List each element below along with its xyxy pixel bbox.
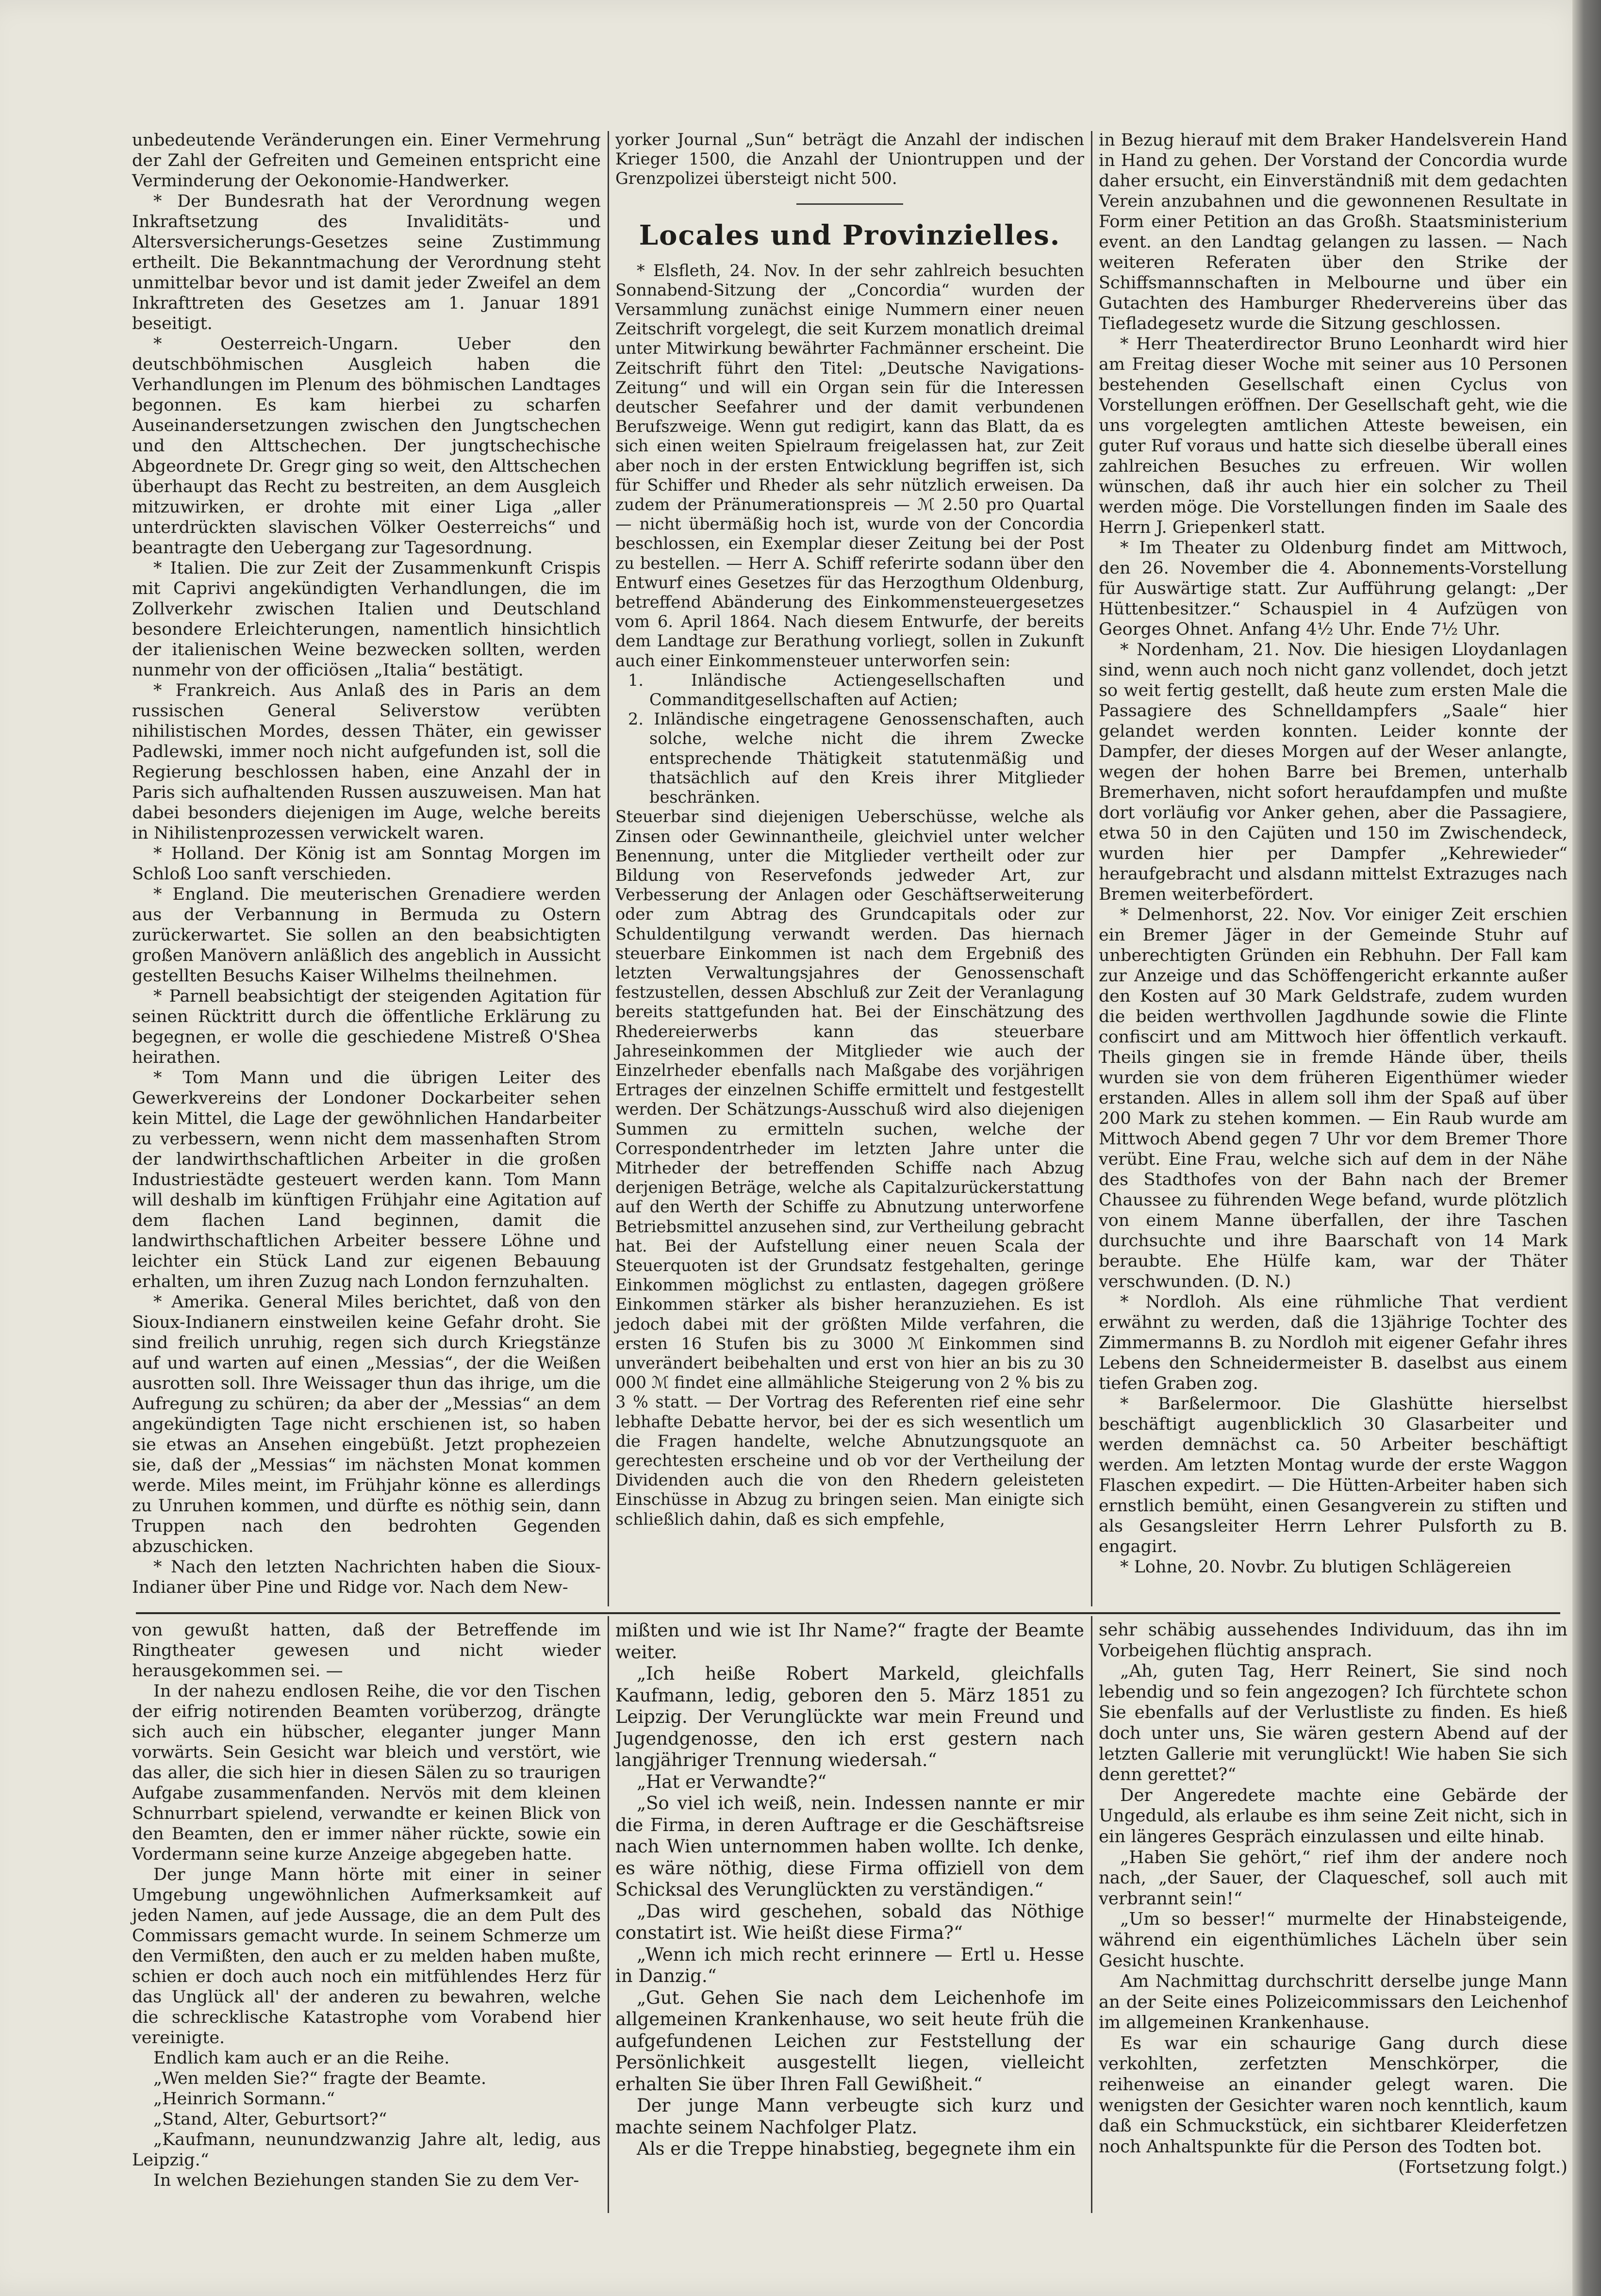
- article-text: * Oesterreich-Ungarn. Ueber den deutschböhmischen Ausgleich haben die Verhandlungen im Plenum des böhmischen Landtages begonnen. Es kam hierbei zu scharfen Auseinandersetzungen zwischen den Jungtschechen und den Alttschechen. Der jungtschechische Abgeordnete Dr. Gregr ging so weit, den Alttschechen überhaupt das Recht zu bestreiten, an dem Ausgleich mitzuwirken, er drohte mit einer Liga „aller unterdrückten slavischen Völker Oesterreichs“ und beantragte den Uebergang zur Tagesordnung.: [132, 334, 601, 558]
- column-divider: [608, 1616, 609, 2213]
- article-text: * Herr Theaterdirector Bruno Leonhardt wird hier am Freitag dieser Woche mit seiner aus 10 Personen bestehenden Gesellschaft einen Cyclus von Vorstellungen eröffnen. Der Gesellschaft geht, wie die uns vorgelegten amtlichen Atteste beweisen, ein guter Ruf voraus und hatte sich dieselbe überall eines zahlreichen Besuches zu erfreuen. Wir wollen wünschen, daß ihr auch hier ein solcher zu Theil werden möge. Die Vorstellungen finden im Saale des Herrn J. Griepenkerl statt.: [1099, 334, 1568, 537]
- story-text: Endlich kam auch er an die Reihe.: [153, 2048, 450, 2068]
- story-text: „Hat er Verwandte?“: [637, 1771, 827, 1792]
- story-text: sehr schäbig aussehendes Individuum, das ihn im Vorbeigehen flüchtig ansprach.: [1099, 1620, 1568, 1661]
- article-text: * Frankreich. Aus Anlaß des in Paris an dem russischen General Seliverstow verübten nihilistischen Mordes, dessen Thäter, ein gewisser Padlewski, immer noch nicht aufgefunden ist, soll die Regierung beschlossen haben, eine Anzahl der in Paris sich aufhaltenden Russen auszuweisen. Man hat dabei besonders diejenigen im Auge, welche bereits in Nihilistenprozessen verwickelt waren.: [132, 681, 601, 843]
- list-item: 2. Inländische eingetragene Genossenschaften, auch solche, welche nicht die ihrem Zwecke entsprechende Thätigkeit statutenmäßig und thatsächlich auf den Kreis ihrer Mitglieder beschränken.: [628, 710, 1084, 807]
- book-binding: [1572, 0, 1601, 2296]
- story-text: Der Angeredete machte eine Gebärde der Ungeduld, als erlaube es ihm seine Zeit nicht, sich in ein längeres Gespräch einzulassen und eilte hinab.: [1099, 1785, 1568, 1847]
- article-text: unbedeutende Veränderungen ein. Einer Vermehrung der Zahl der Gefreiten und Gemeinen entspricht eine Verminderung der Oekonomie-Handwerker.: [132, 131, 601, 191]
- story-text: „So viel ich weiß, nein. Indessen nannte er mir die Firma, in deren Auftrage er die Geschäftsreise nach Wien unternommen haben wollte. Ich denke, es wäre nöthig, diese Firma offiziell von dem Schicksal des Verunglückten zu verständigen.“: [615, 1793, 1084, 1900]
- article-text: * Nach den letzten Nachrichten haben die Sioux-Indianer über Pine und Ridge vor. Nach dem New-: [132, 1557, 601, 1597]
- feuilleton-divider: [136, 1612, 1560, 1614]
- article-text: * Parnell beabsichtigt der steigenden Agitation für seinen Rücktritt durch die öffentliche Erklärung zu begegnen, er wolle die geschiedene Mistreß O'Shea heirathen.: [132, 987, 601, 1067]
- numbered-list: [615, 671, 1084, 807]
- article-text: * Im Theater zu Oldenburg findet am Mittwoch, den 26. November die 4. Abonnements-Vorstellung für Auswärtige statt. Zur Aufführung gelangt: „Der Hüttenbesitzer.“ Schauspiel in 4 Aufzügen von Georges Ohnet. Anfang 4½ Uhr. Ende 7½ Uhr.: [1099, 538, 1568, 639]
- article-text: * Barßelermoor. Die Glashütte hierselbst beschäftigt augenblicklich 30 Glasarbeiter und werden demnächst ca. 50 Arbeiter beschäftigt werden. Am letzten Montag wurde der erste Waggon Flaschen expedirt. — Die Hütten-Arbeiter haben sich ernstlich bemüht, einen Gesangverein zu stiften und als Gesangsleiter Herrn Lehrer Pulsforth zu B. engagirt.: [1099, 1394, 1568, 1556]
- article-text: * England. Die meuterischen Grenadiere werden aus der Verbannung in Bermuda zu Ostern zurückerwartet. Sie sollen an den beabsichtigten großen Manövern anläßlich des angeblich in Aussicht gestellten Besuchs Kaiser Wilhelms theilnehmen.: [132, 885, 601, 986]
- story-text: „Ich heiße Robert Markeld, gleichfalls Kaufmann, ledig, geboren den 5. März 1851 zu Leipzig. Der Verunglückte war mein Freund und Jugendgenosse, den ich erst gestern nach langjähriger Trennung wiedersah.“: [615, 1663, 1084, 1770]
- story-text: „Das wird geschehen, sobald das Nöthige constatirt ist. Wie heißt diese Firma?“: [615, 1900, 1084, 1943]
- story-text: „Haben Sie gehört,“ rief ihm der andere noch nach, „der Sauer, der Claqueschef, soll auch mit verbrannt sein!“: [1099, 1847, 1568, 1909]
- story-text: „Um so besser!“ murmelte der Hinabsteigende, während ein eigenthümliches Lächeln über sein Gesicht huschte.: [1099, 1909, 1568, 1971]
- story-text: „Wenn ich mich recht erinnere — Ertl u. Hesse in Danzig.“: [615, 1944, 1084, 1986]
- article-text: * Amerika. General Miles berichtet, daß von den Sioux-Indianern einstweilen keine Gefahr droht. Sie sind freilich unruhig, regen sich durch Kriegstänze auf und warten auf einen „Messias“, der die Weißen ausrotten soll. Ihre Weissager thun das ihrige, um die Aufregung zu schüren; da aber der „Messias“ an dem angekündigten Tage nicht erschienen ist, so haben sie etwas an Ansehen eingebüßt. Jetzt prophezeien sie, daß der „Messias“ im nächsten Monat kommen werde. Miles meint, im Frühjahr könne es allerdings zu Unruhen kommen, und dürfte es nöthig sein, dann Truppen nach den bedrohten Gegenden abzuschicken.: [132, 1292, 601, 1556]
- feuilleton-column-1: [132, 1620, 601, 2191]
- story-text: „Wen melden Sie?“ fragte der Beamte.: [153, 2069, 487, 2088]
- story-text: In der nahezu endlosen Reihe, die vor den Tischen der eifrig notirenden Beamten vorüberzog, drängte sich auch ein hübscher, eleganter junger Mann vorwärts. Sein Gesicht war bleich und verstört, wie das aller, die sich hier in diesen Sälen zu so traurigen Aufgabe zusammenfanden. Nervös mit dem kleinen Schnurrbart spielend, verwandte er keinen Blick von den Beamten, den er immer näher rückte, sowie ein Vordermann seine kurze Anzeige abgegeben hatte.: [132, 1682, 601, 1864]
- column-divider: [1091, 1616, 1092, 2213]
- article-text: yorker Journal „Sun“ beträgt die Anzahl der indischen Krieger 1500, die Anzahl der Uniontruppen und der Grenzpolizei übersteigt nicht 500.: [615, 130, 1084, 188]
- article-text: Steuerbar sind diejenigen Ueberschüsse, welche als Zinsen oder Gewinnantheile, gleichviel unter welcher Benennung, unter die Mitglieder vertheilt oder zur Bildung von Reservefonds jedweder Art, zur Verbesserung der Anlagen oder Geschäftserweiterung oder zum Abtrag des Grundcapitals oder zur Schuldentilgung verwandt werden. Das hiernach steuerbare Einkommen ist nach dem Ergebniß des letzten Verwaltungsjahres der Genossenschaft festzustellen, dessen Abschluß zur Zeit der Veranlagung bereits stattgefunden hat. Bei der Einschätzung des Rhedereierwerbs kann das steuerbare Jahreseinkommen der Mitglieder wie auch der Einzelrheder ebenfalls nach Maßgabe des vorjährigen Ertrages der einzelnen Schiffe ermittelt und festgestellt werden. Der Schätzungs-Ausschuß wird also diejenigen Summen zu ermitteln suchen, welche der Correspondentrheder im letzten Jahre unter die Mitrheder der betreffenden Schiffe nach Abzug derjenigen Beträge, welche als Capitalzurückerstattung auf den Werth der Schiffe zu Abnutzung unterworfene Betriebsmittel anzusehen sind, zur Vertheilung gebracht hat. Bei der Aufstellung einer neuen Scala der Steuerquoten ist der Grundsatz festgehalten, geringe Einkommen möglichst zu entlasten, dagegen größere Einkommen stärker als bisher heranzuziehen. Es ist jedoch dabei mit der größten Milde verfahren, die ersten 16 Stufen bis zu 3000 ℳ Einkommen sind unverändert beibehalten und erst von hier an bis zu 30 000 ℳ findet eine allmähliche Steigerung von 2 % bis zu 3 % statt. — Der Vortrag des Referenten rief eine sehr lebhafte Debatte hervor, bei der es sich wesentlich um die Fragen handelte, welche Abnutzungsquote an gerechtesten erscheine und ob vor der Vertheilung der Dividenden auch die von den Rhedern geleisteten Einschüsse in Abzug zu bringen seien. Man einigte sich schließlich dahin, daß es sich empfehle,: [615, 807, 1084, 1529]
- story-text: Als er die Treppe hinabstieg, begegnete ihm ein: [637, 2138, 1076, 2159]
- continuation-note: (Fortsetzung folgt.): [1398, 2157, 1568, 2178]
- article-text: * Nordenham, 21. Nov. Die hiesigen Lloydanlagen sind, wenn auch noch nicht ganz vollendet, doch jetzt so weit fertig gestellt, daß heute zum ersten Male die Passagiere des Schnelldampfers „Saale“ hier gelandet werden konnten. Leider konnte der Dampfer, der dieses Morgen auf der Weser anlangte, wegen der hohen Barre bei Bremen, unterhalb Bremerhaven, nicht sofort heraufdampfen und mußte dort vorläufig vor Anker gehen, aber die Passagiere, etwa 50 in den Cajüten und 150 im Zwischendeck, wurden hier per Dampfer „Kehrewieder“ heraufgebracht und alsdann mittelst Extrazuges nach Bremen weiterbefördert.: [1099, 640, 1568, 904]
- article-text: * Delmenhorst, 22. Nov. Vor einiger Zeit erschien ein Bremer Jäger in der Gemeinde Stuhr auf unberechtigten Gründen ein Rebhuhn. Der Fall kam zur Anzeige und das Schöffengericht erkannte außer den Kosten auf 30 Mark Geldstrafe, zudem wurden die beiden werthvollen Jagdhunde sowie die Flinte confiscirt und am Mittwoch hier öffentlich verkauft. Theils gingen sie in fremde Hände über, theils wurden sie von dem früheren Eigenthümer wieder erstanden. Alles in allem soll ihm der Spaß auf über 200 Mark zu stehen kommen. — Ein Raub wurde am Mittwoch Abend gegen 7 Uhr vor dem Bremer Thore verübt. Eine Frau, welche sich auf dem in der Nähe des Stadthofes von der Bahn nach der Bremer Chaussee zu führenden Wege befand, wurde plötzlich von einem Manne überfallen, der ihre Taschen durchsuchte und ihre Baarschaft von 14 Mark beraubte. Ehe Hülfe kam, war der Thäter verschwunden. (D. N.): [1099, 905, 1568, 1291]
- story-text: Der junge Mann verbeugte sich kurz und machte seinem Nachfolger Platz.: [615, 2095, 1084, 2138]
- feuilleton-column-3: [1099, 1620, 1568, 2178]
- article-text: in Bezug hierauf mit dem Braker Handelsverein Hand in Hand zu gehen. Der Vorstand der Concordia wurde daher ersucht, ein Einverständniß mit dem gedachten Verein anzubahnen und die gewonnenen Resultate in Form einer Petition an das Großh. Staatsministerium event. an den Landtag gelangen zu lassen. — Nach weiteren Referaten über den Strike der Schiffsmannschaften in Melbourne und über ein Gutachten des Hamburger Rhedervereins über das Tiefladegesetz wurde die Sitzung geschlossen.: [1099, 131, 1568, 333]
- story-text: mißten und wie ist Ihr Name?“ fragte der Beamte weiter.: [615, 1620, 1084, 1663]
- column-2: [615, 130, 1084, 1529]
- article-text: * Italien. Die zur Zeit der Zusammenkunft Crispis mit Caprivi angekündigten Verhandlungen, die im Zollverkehr zwischen Italien und Deutschland besondere Erleichterungen, namentlich hinsichtlich der italienischen Weine bezwecken sollten, werden nunmehr von der officiösen „Italia“ bestätigt.: [132, 559, 601, 680]
- story-text: „Ah, guten Tag, Herr Reinert, Sie sind noch lebendig und so fein angezogen? Ich fürchtete schon Sie ebenfalls auf der Verlustliste zu finden. Es hieß doch unter uns, Sie wären gestern Abend auf der letzten Gallerie mit verunglückt! Wie haben Sie sich denn gerettet?“: [1099, 1661, 1568, 1785]
- article-text: * Tom Mann und die übrigen Leiter des Gewerkvereins der Londoner Dockarbeiter sehen kein Mittel, die Lage der gewöhnlichen Handarbeiter zu verbessern, wenn nicht dem massenhaften Strom der landwirthschaftlichen Arbeiter in die großen Industriestädte gesteuert werden kann. Tom Mann will deshalb im künftigen Frühjahr eine Agitation auf dem flachen Land beginnen, damit die landwirthschaftlichen Arbeiter bessere Löhne und leichter ein Stück Land zur eigenen Bebauung erhalten, um ihren Zuzug nach London fernzuhalten.: [132, 1068, 601, 1291]
- story-text: Es war ein schaurige Gang durch diese verkohlten, zerfetzten Menschkörper, die reihenweise an einander gelegt waren. Die wenigsten der Gesichter waren noch kenntlich, kaum daß ein Schmuckstück, ein sichtbarer Kleiderfetzen noch Anhaltspunkte für die Person des Todten bot.: [1099, 2033, 1568, 2157]
- article-text: * Elsfleth, 24. Nov. In der sehr zahlreich besuchten Sonnabend-Sitzung der „Concordia“ wurden der Versammlung zunächst einige Nummern einer neuen Zeitschrift vorgelegt, die seit Kurzem monatlich dreimal unter Mitwirkung bewährter Fachmänner erscheint. Die Zeitschrift führt den Titel: „Deutsche Navigations-Zeitung“ und will ein Organ sein für die Interessen deutscher Seefahrer und der damit verbundenen Berufszweige. Wenn gut redigirt, kann das Blatt, da es sich einen weiten Spielraum freigelassen hat, zur Zeit aber noch in der ersten Entwicklung begriffen ist, sich für Schiffer und Rheder als sehr nützlich erweisen. Da zudem der Pränumerationspreis — ℳ 2.50 pro Quartal — nicht übermäßig hoch ist, wurde von der Concordia beschlossen, ein Exemplar dieser Zeitung bei der Post zu bestellen. — Herr A. Schiff referirte sodann über den Entwurf eines Gesetzes für das Herzogthum Oldenburg, betreffend Abänderung des Einkommensteuergesetzes vom 6. April 1864. Nach diesem Entwurfe, der bereits dem Landtage zur Berathung vorliegt, sollen in Zukunft auch einer Einkommensteuer unterworfen sein:: [615, 261, 1084, 670]
- section-rule: [796, 203, 903, 205]
- article-text: * Der Bundesrath hat der Verordnung wegen Inkraftsetzung des Invaliditäts- und Altersversicherungs-Gesetzes seine Zustimmung ertheilt. Die Bekanntmachung der Verordnung steht unmittelbar bevor und ist damit jeder Zweifel an dem Inkrafttreten des Gesetzes am 1. Januar 1891 beseitigt.: [132, 192, 601, 333]
- story-text: „Gut. Gehen Sie nach dem Leichenhofe im allgemeinen Krankenhause, wo seit heute früh die aufgefundenen Leichen zur Feststellung der Persönlichkeit ausgestellt liegen, vielleicht erhalten Sie über Ihren Fall Gewißheit.“: [615, 1987, 1084, 2095]
- feuilleton-column-2: [615, 1620, 1084, 2160]
- list-item: 1. Inländische Actiengesellschaften und Commanditgesellschaften auf Actien;: [628, 670, 1084, 710]
- story-text: „Heinrich Sormann.“: [153, 2089, 335, 2109]
- section-title: Locales und Provinzielles.: [639, 219, 1061, 251]
- column-1: [132, 130, 601, 1598]
- story-text: Der junge Mann hörte mit einer in seiner Umgebung ungewöhnlichen Aufmerksamkeit auf jeden Namen, auf jede Aussage, die an dem Pult des Commissars gemacht wurde. In seinem Schmerze um den Vermißten, den auch er zu melden haben mußte, schien er doch auch noch ein mitfühlendes Herz für das Unglück all' der anderen zu bewahren, welche die schrecklische Katastrophe vom Vorabend hier vereinigte.: [132, 1865, 601, 2048]
- story-text: „Kaufmann, neunundzwanzig Jahre alt, ledig, aus Leipzig.“: [132, 2130, 601, 2170]
- column-divider: [1091, 131, 1092, 1606]
- story-text: „Stand, Alter, Geburtsort?“: [153, 2110, 387, 2129]
- article-text: * Nordloh. Als eine rühmliche That verdient erwähnt zu werden, daß die 13jährige Tochter des Zimmermanns B. zu Nordloh mit eigener Gefahr ihres Lebens den Schneidermeister B. daselbst aus einem tiefen Graben zog.: [1099, 1292, 1568, 1393]
- column-divider: [608, 131, 609, 1606]
- article-text: * Lohne, 20. Novbr. Zu blutigen Schlägereien: [1120, 1557, 1512, 1577]
- story-text: von gewußt hatten, daß der Betreffende im Ringtheater gewesen und nicht wieder herausgekommen sei. —: [132, 1620, 601, 1681]
- column-3: [1099, 130, 1568, 1577]
- story-text: Am Nachmittag durchschritt derselbe junge Mann an der Seite eines Polizeicommissars den Leichenhof im allgemeinen Krankenhause.: [1099, 1971, 1568, 2033]
- story-text: In welchen Beziehungen standen Sie zu dem Ver-: [153, 2171, 579, 2190]
- article-text: * Holland. Der König ist am Sonntag Morgen im Schloß Loo sanft verschieden.: [132, 844, 601, 884]
